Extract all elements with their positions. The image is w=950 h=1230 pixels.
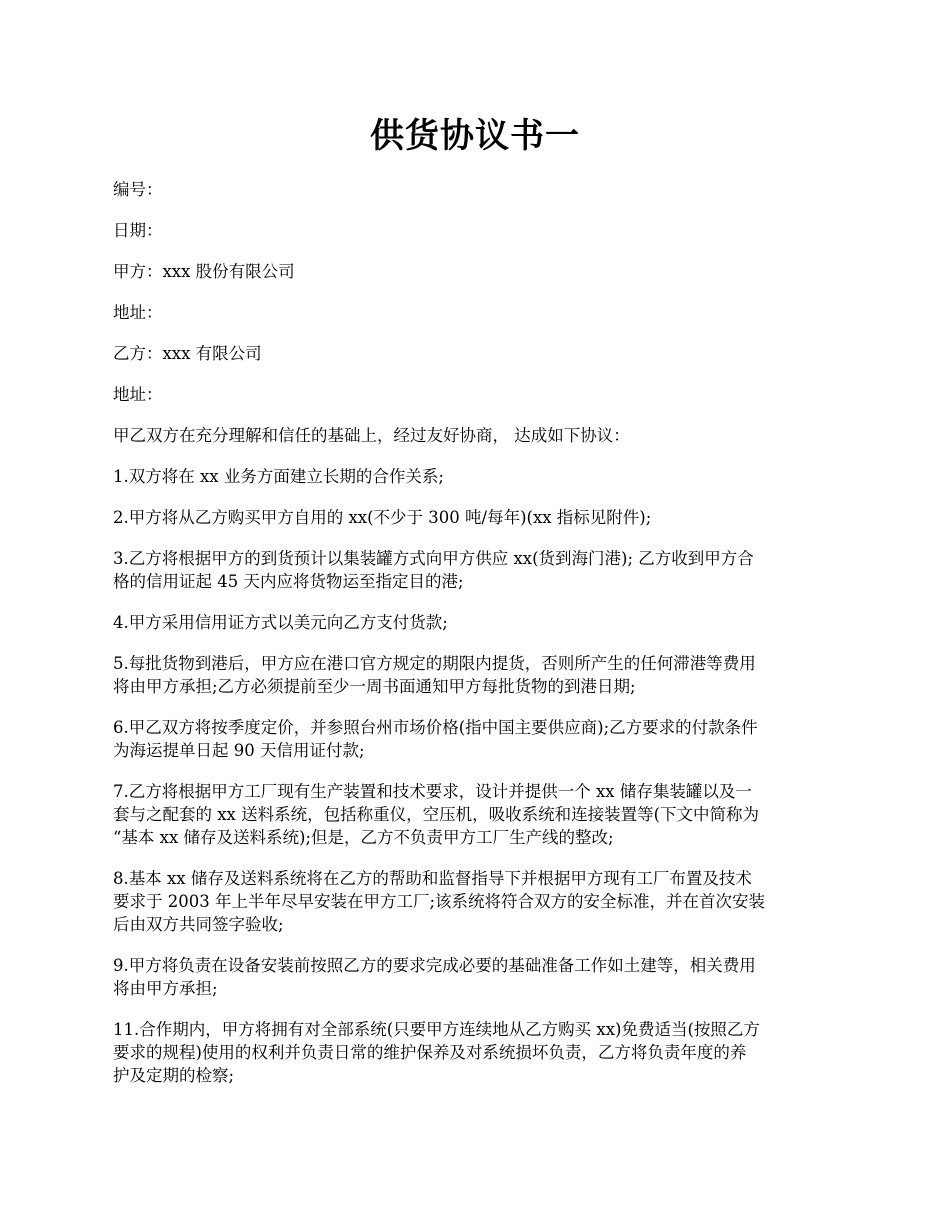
- clause-1: [113, 465, 837, 488]
- clause-11: [113, 1018, 837, 1087]
- clause-7-line: 7.乙方将根据甲方工厂现有生产装置和技术要求，设计并提供一个 xx 储存集装罐以及一: [113, 782, 752, 801]
- clause-6-line: 为海运提单日起 90 天信用证付款;: [113, 741, 365, 760]
- clause-3: [113, 547, 837, 593]
- clause-11-line: 要求的规程)使用的权利并负责日常的维护保养及对系统损坏负责，乙方将负责年度的养: [113, 1043, 747, 1062]
- clause-7-line: “基本 xx 储存及送料系统);但是，乙方不负责甲方工厂生产线的整改;: [113, 828, 614, 847]
- field-address-b: 地址：: [113, 385, 163, 404]
- clause-1-line: 1.双方将在 xx 业务方面建立长期的合作关系;: [113, 467, 444, 486]
- clause-5: [113, 652, 837, 698]
- clause-11-line: 11.合作期内，甲方将拥有对全部系统(只要甲方连续地从乙方购买 xx)免费适当(按照乙方: [113, 1020, 760, 1039]
- clause-11-line: 护及定期的检察;: [113, 1066, 235, 1085]
- clause-6: [113, 716, 837, 762]
- clause-9-line: 将由甲方承担;: [113, 979, 218, 998]
- clause-7-line: 套与之配套的 xx 送料系统，包括称重仪，空压机，吸收系统和连接装置等(下文中简称为: [113, 805, 760, 824]
- clause-8-line: 8.基本 xx 储存及送料系统将在乙方的帮助和监督指导下并根据甲方现有工厂布置及技术: [113, 869, 752, 888]
- clause-3-line: 格的信用证起 45 天内应将货物运至指定目的港;: [113, 572, 464, 591]
- clause-9-line: 9.甲方将负责在设备安装前按照乙方的要求完成必要的基础准备工作如土建等，相关费用: [113, 956, 756, 975]
- clause-8-line: 后由双方共同签字验收;: [113, 915, 284, 934]
- intro-paragraph: 甲乙双方在充分理解和信任的基础上，经过友好协商， 达成如下协议：: [113, 426, 630, 445]
- clause-8: [113, 867, 837, 936]
- clause-5-line: 5.每批货物到港后，甲方应在港口官方规定的期限内提货，否则所产生的任何滞港等费用: [113, 654, 756, 673]
- clause-4-line: 4.甲方采用信用证方式以美元向乙方支付货款;: [113, 613, 448, 632]
- field-party-a: 甲方：xxx 股份有限公司: [113, 262, 295, 281]
- clause-2: [113, 506, 837, 529]
- document-title: 供货协议书一: [370, 116, 580, 156]
- clause-2-line: 2.甲方将从乙方购买甲方自用的 xx(不少于 300 吨/每年)(xx 指标见附件);: [113, 508, 652, 527]
- clause-8-line: 要求于 2003 年上半年尽早安装在甲方工厂;该系统将符合双方的安全标准，并在首次安装: [113, 892, 766, 911]
- field-party-b: 乙方：xxx 有限公司: [113, 344, 262, 363]
- clause-9: [113, 954, 837, 1000]
- document-body: [113, 178, 837, 1105]
- clause-7: [113, 780, 837, 849]
- clause-3-line: 3.乙方将根据甲方的到货预计以集装罐方式向甲方供应 xx(货到海门港); 乙方收到甲方合: [113, 549, 754, 568]
- field-number: 编号：: [113, 180, 163, 199]
- clause-5-line: 将由甲方承担;乙方必须提前至少一周书面通知甲方每批货物的到港日期;: [113, 677, 636, 696]
- field-date: 日期：: [113, 221, 163, 240]
- clause-6-line: 6.甲乙双方将按季度定价，并参照台州市场价格(指中国主要供应商);乙方要求的付款条件: [113, 718, 758, 737]
- clause-4: [113, 611, 837, 634]
- field-address-a: 地址：: [113, 303, 163, 322]
